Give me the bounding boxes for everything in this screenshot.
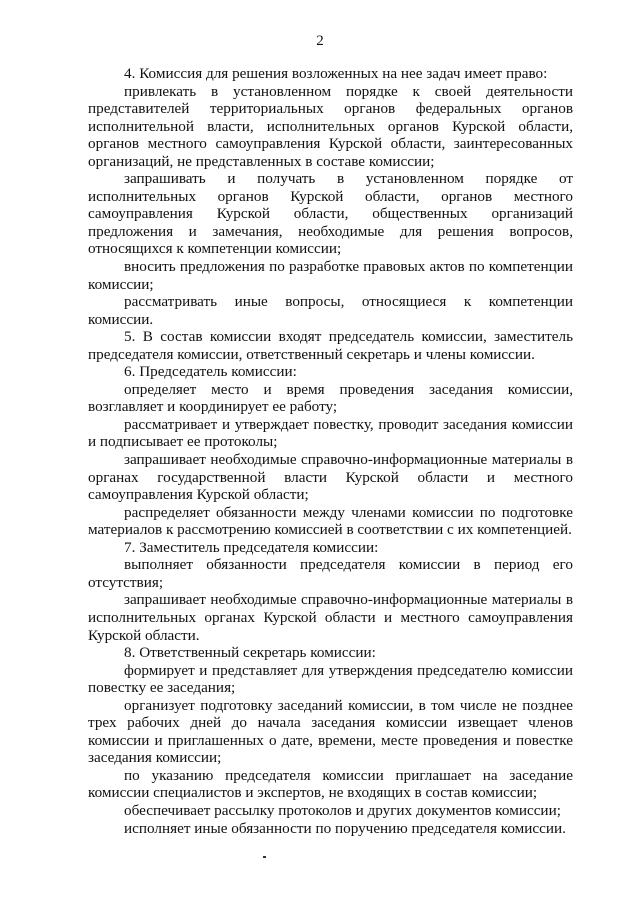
- clause-8-item-distributes-protocols: обеспечивает рассылку протоколов и других документов комиссии;: [124, 801, 561, 819]
- clause-6-item-defines: определяет место и время проведения заседания комиссии, возглавляет и координирует ее работу;: [88, 380, 573, 416]
- clause-8-item-forms-agenda: формирует и представляет для утверждения председателю комиссии повестку ее заседания;: [88, 661, 573, 697]
- clause-4-item-propose: вносить предложения по разработке правовых актов по компетенции комиссии;: [88, 258, 573, 293]
- clause-7-item-requests: запрашивает необходимые справочно-информационные материалы в исполнительных органах Курской области и местного самоуправления Курской области.: [88, 591, 573, 644]
- clause-4-item-consider: рассматривать иные вопросы, относящиеся к компетенции комиссии.: [88, 293, 573, 328]
- clause-4-item-attract: привлекать в установленном порядке к своей деятельности представителей территориальных органов федеральных органов исполнительной власти, исполнительных органов Курской области, органов местного самоуправления Курской области, заинтересованных организаций, не представленных в составе комиссии;: [88, 82, 573, 170]
- clause-8-item-invites: по указанию председателя комиссии приглашает на заседание комиссии специалистов и экспертов, не входящих в состав комиссии;: [88, 766, 573, 802]
- clause-8-item-organizes: организует подготовку заседаний комиссии, в том числе не позднее трех рабочих дней до начала заседания комиссии извещает членов комиссии и приглашенных о дате, времени, месте проведения и повестке заседания комиссии;: [88, 696, 573, 767]
- clause-6-item-agenda: рассматривает и утверждает повестку, проводит заседания комиссии и подписывает ее протоколы;: [88, 415, 573, 451]
- scan-speck: [263, 856, 266, 858]
- document-body: [88, 65, 573, 837]
- clause-6-heading: 6. Председатель комиссии:: [124, 363, 297, 381]
- clause-7-item-performs: выполняет обязанности председателя комиссии в период его отсутствия;: [88, 556, 573, 591]
- page-number: 2: [316, 33, 324, 49]
- clause-6-item-requests: запрашивает необходимые справочно-информационные материалы в органах государственной власти Курской области и местного самоуправления Курской области;: [88, 451, 573, 504]
- clause-5-composition: 5. В состав комиссии входят председатель комиссии, заместитель председателя комиссии, ответственный секретарь и члены комиссии.: [88, 328, 573, 363]
- clause-4-item-request: запрашивать и получать в установленном порядке от исполнительных органов Курской области, органов местного самоуправления Курской области, общественных организаций предложения и замечания, необходимые для решения вопросов, относящихся к компетенции комиссии;: [88, 170, 573, 258]
- clause-4-heading: 4. Комиссия для решения возложенных на нее задач имеет право:: [124, 65, 548, 82]
- clause-7-heading: 7. Заместитель председателя комиссии:: [124, 538, 379, 556]
- clause-8-heading: 8. Ответственный секретарь комиссии:: [124, 644, 376, 662]
- clause-8-item-other-duties: исполняет иные обязанности по поручению председателя комиссии.: [124, 819, 566, 837]
- clause-6-item-distributes: распределяет обязанности между членами комиссии по подготовке материалов к рассмотрению комиссией в соответствии с их компетенцией.: [88, 503, 573, 539]
